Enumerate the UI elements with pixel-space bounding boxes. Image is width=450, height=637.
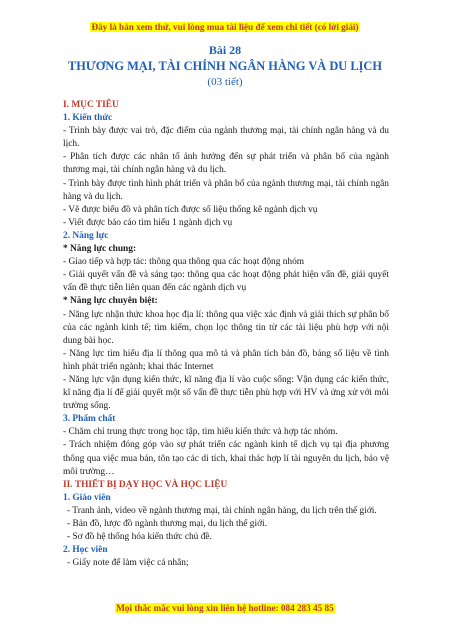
list-item: - Phân tích được các nhân tố ảnh hưởng đến sự phát triển và phân bố của ngành thương mại, tài chính ngân hàng và du lịch. xyxy=(63,152,389,176)
list-item: - Viết được báo cáo tìm hiểu 1 ngành dịch vụ xyxy=(63,217,233,228)
list-item: - Năng lực tìm hiểu địa lí thông qua mô tả và phân tích bản đồ, bảng số liệu về tình hình phát triển ngành; khai thác Internet xyxy=(63,348,389,372)
list-item: - Vẽ được biểu đồ và phân tích được số liệu thống kê ngành dịch vụ xyxy=(63,204,318,215)
subheading-teacher: 1. Giáo viên xyxy=(63,492,111,503)
subheading-general-competence: * Năng lực chung: xyxy=(63,244,137,255)
section-heading-objectives: I. MỤC TIÊU xyxy=(63,100,119,110)
list-item: - Bản đồ, lược đồ ngành thương mại, du lịch thế giới. xyxy=(67,519,268,529)
list-item: - Giao tiếp và hợp tác: thông qua thông qua các hoạt động nhóm xyxy=(63,257,305,268)
list-item: - Chăm chỉ trung thực trong học tập, tìm hiểu kiến thức và hợp tác nhóm. xyxy=(63,427,338,438)
list-item: - Trách nhiệm đóng góp vào sự phát triển các ngành kinh tế dịch vụ tại địa phương thông qua việc mua bán, tôn tạo các di tích, khai thác hợp lí tài nguyên du lịch, bảo vệ môi trường… xyxy=(63,440,389,477)
list-item: - Trình bày được tình hình phát triển và phân bố của ngành thương mại, tài chính ngân hàng và du lịch. xyxy=(63,178,389,202)
subheading-specific-competence: * Năng lực chuyên biệt: xyxy=(63,296,158,307)
lesson-title: THƯƠNG MẠI, TÀI CHÍNH NGÂN HÀNG VÀ DU LỊCH xyxy=(67,59,383,73)
lesson-number: Bài 28 xyxy=(208,43,242,57)
list-item: - Tranh ảnh, video về ngành thương mại, tài chính ngân hàng, du lịch trên thế giới. xyxy=(67,505,377,516)
subheading-qualities: 3. Phẩm chất xyxy=(63,414,116,425)
preview-notice-banner xyxy=(0,22,450,32)
document-body xyxy=(63,99,389,570)
list-item: - Giấy note để làm việc cá nhân; xyxy=(67,558,189,569)
hotline-banner xyxy=(0,603,450,613)
hotline-text: Mọi thắc mắc vui lòng xin liên hệ hotline: 084 283 45 85 xyxy=(116,603,334,613)
list-item: - Trình bày được vai trò, đặc điểm của ngành thương mại, tài chính ngân hàng và du lịch. xyxy=(63,126,389,150)
list-item: - Năng lực nhận thức khoa học địa lí: thông qua việc xác định và giải thích sự phân bố của các ngành kinh tế; tìm kiếm, chọn lọc thông tin từ các tài liệu phù hợp với nội dung bài học. xyxy=(63,309,389,346)
subheading-competence: 2. Năng lực xyxy=(63,230,109,241)
subheading-knowledge: 1. Kiến thức xyxy=(63,113,113,124)
lesson-duration: (03 tiết) xyxy=(207,76,243,88)
list-item: - Năng lực vận dụng kiến thức, kĩ năng địa lí vào cuộc sống: Vận dụng các kiến thức, kĩ năng địa lí để giải quyết một số vấn đề thực tiễn phù hợp với HV và ứng xử với môi trường sống. xyxy=(63,374,389,412)
preview-notice-text: Đây là bản xem thử, vui lòng mua tài liệu để xem chi tiết (có lời giải) xyxy=(91,22,359,32)
list-item: - Sơ đồ hệ thống hóa kiến thức chủ đề. xyxy=(67,532,212,543)
subheading-student: 2. Học viên xyxy=(63,545,108,556)
section-heading-equipment: II. THIẾT BỊ DẠY HỌC VÀ HỌC LIỆU xyxy=(63,479,228,490)
list-item: - Giải quyết vấn đề và sáng tạo: thông qua các hoạt động phát hiện vấn đề, giải quyết vấn đề thực tiễn liên quan đến các ngành dịch vụ xyxy=(63,270,389,294)
title-block xyxy=(0,42,450,90)
